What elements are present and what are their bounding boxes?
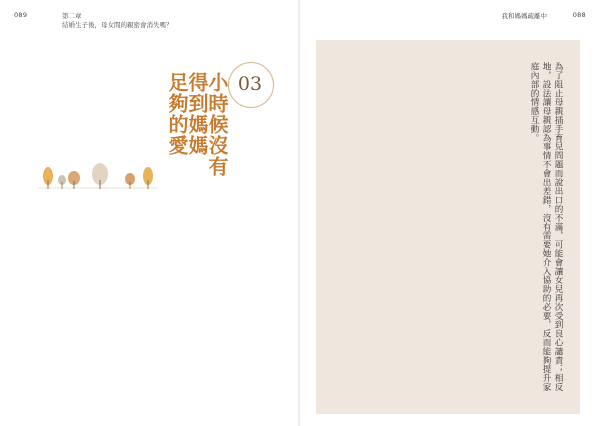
chapter-title-line-2: 得到媽媽 [185, 72, 209, 156]
right-body-text [528, 62, 564, 392]
right-page-number: 088 [572, 11, 586, 19]
paragraph: 為了阻止母親插手育兒問題而說出口的不滿，可能會讓女兒再次受到良心譴責；相反地，設法讓母親認為事情不會出差錯，沒有需要她介入協助的必要，反而能夠提升家庭內部的情感互動。 [529, 62, 563, 392]
left-page-number: 089 [14, 11, 28, 19]
running-title: 我和媽媽疏離中 [501, 12, 547, 20]
chapter-label: 第二章 [62, 12, 82, 20]
chapter-number: 03 [237, 73, 263, 95]
chapter-title-line-3: 足夠的愛 [165, 72, 189, 156]
trees-illustration [38, 158, 158, 194]
chapter-subtitle: 結婚生子後，母女間的親密會消失嗎？ [62, 21, 173, 29]
chapter-title-line-1: 小時候沒有 [205, 72, 229, 177]
